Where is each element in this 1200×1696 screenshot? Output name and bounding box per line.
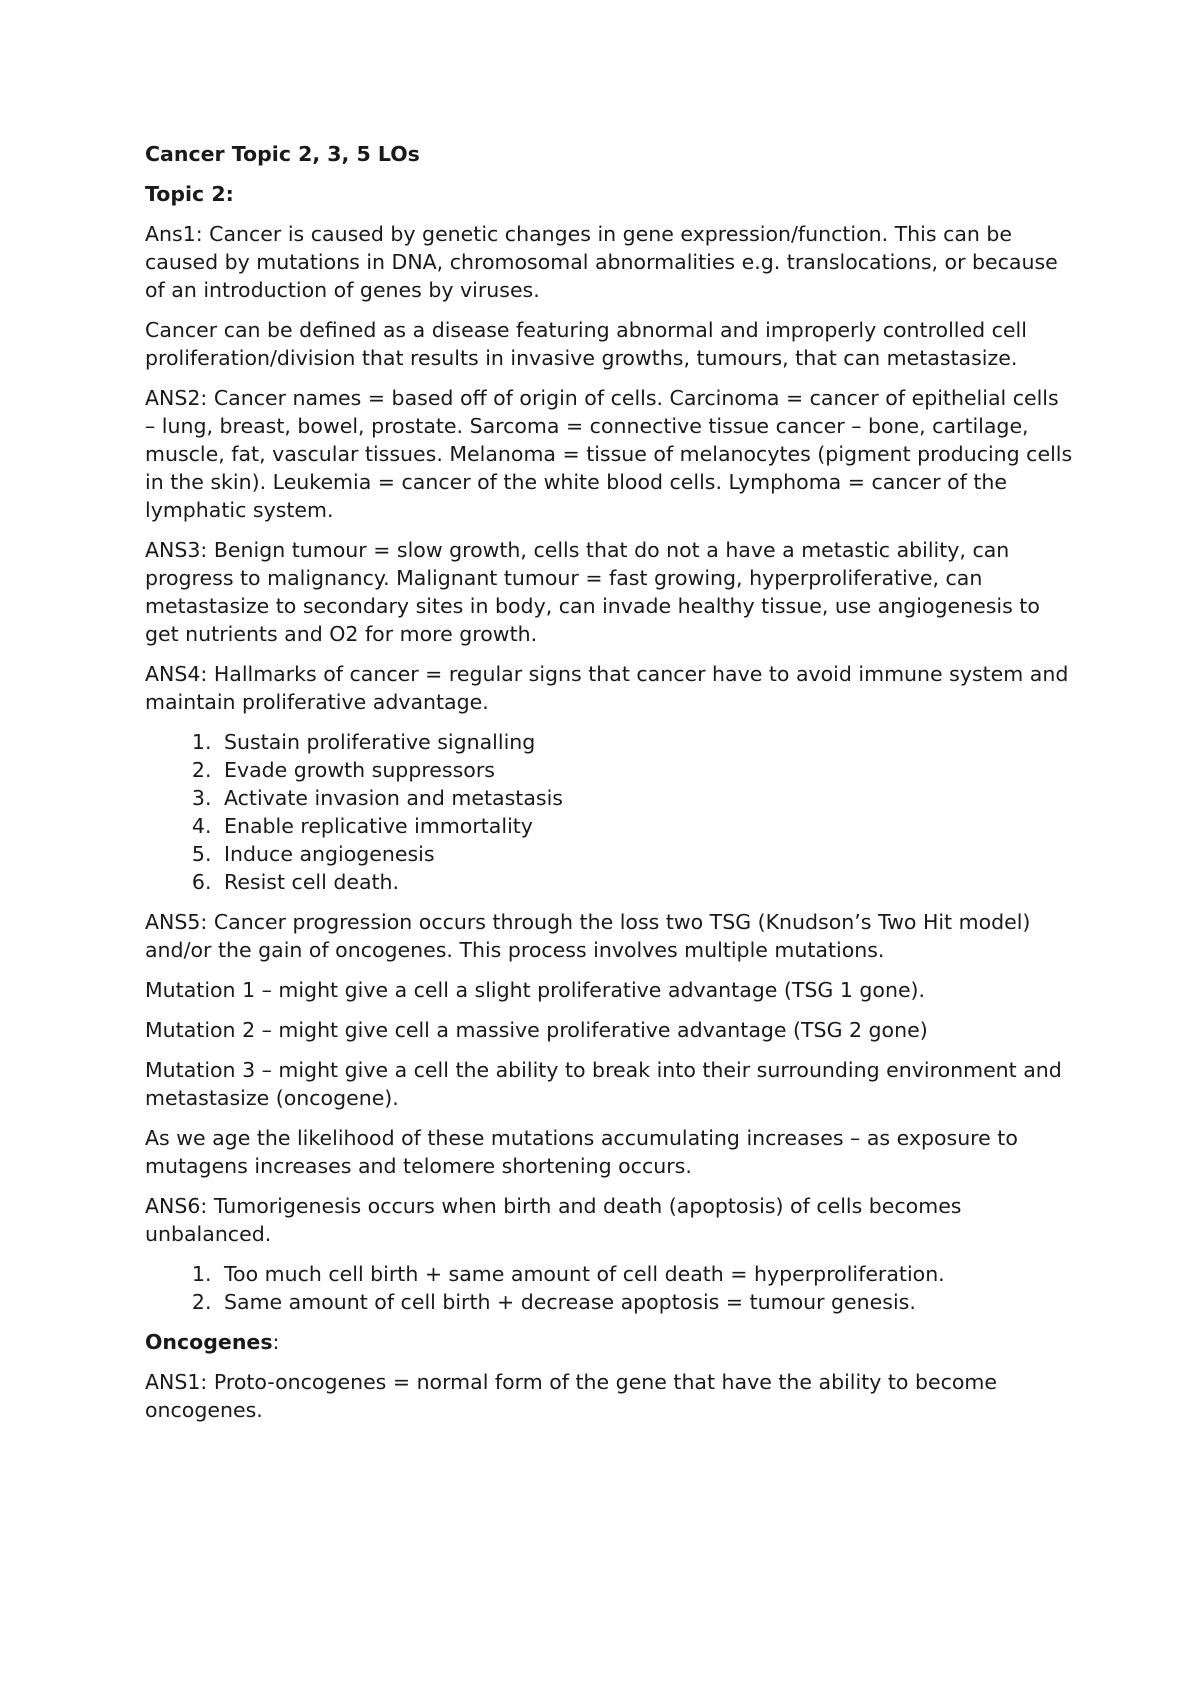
list-item: 1. Too much cell birth + same amount of cell death = hyperproliferation. [218, 1260, 1075, 1288]
oncogenes-ans1-paragraph: ANS1: Proto-oncogenes = normal form of the gene that have the ability to become oncogenes. [145, 1370, 997, 1422]
list-item: 2. Same amount of cell birth + decrease apoptosis = tumour genesis. [218, 1288, 1075, 1316]
ans4-paragraph: ANS4: Hallmarks of cancer = regular signs that cancer have to avoid immune system and maintain proliferative advantage. [145, 662, 1069, 714]
cancer-definition-paragraph: Cancer can be defined as a disease featuring abnormal and improperly controlled cell proliferation/division that results in invasive growths, tumours, that can metastasize. [145, 318, 1027, 370]
document-page [145, 140, 1075, 1436]
ans1-paragraph: Ans1: Cancer is caused by genetic changes in gene expression/function. This can be caused by mutations in DNA, chromosomal abnormalities e.g. translocations, or because of an introduction of genes by viruses. [145, 222, 1058, 302]
mutation-2-paragraph: Mutation 2 – might give cell a massive proliferative advantage (TSG 2 gone) [145, 1018, 928, 1042]
hallmarks-list [145, 728, 1075, 896]
list-item: 1. Sustain proliferative signalling [218, 728, 1075, 756]
list-item: 3. Activate invasion and metastasis [218, 784, 1075, 812]
list-item: 6. Resist cell death. [218, 868, 1075, 896]
list-item: 5. Induce angiogenesis [218, 840, 1075, 868]
mutation-1-paragraph: Mutation 1 – might give a cell a slight proliferative advantage (TSG 1 gone). [145, 978, 926, 1002]
tumorigenesis-list [145, 1260, 1075, 1316]
ans3-paragraph: ANS3: Benign tumour = slow growth, cells that do not a have a metastic ability, can progress to malignancy. Malignant tumour = fast growing, hyperproliferative, can metastasize to secondary sites in body, can invade healthy tissue, use angiogenesis to get nutrients and O2 for more growth. [145, 538, 1040, 646]
mutation-3-paragraph: Mutation 3 – might give a cell the ability to break into their surrounding environment and metastasize (oncogene). [145, 1058, 1062, 1110]
ans2-paragraph: ANS2: Cancer names = based off of origin of cells. Carcinoma = cancer of epithelial cells – lung, breast, bowel, prostate. Sarcoma = connective tissue cancer – bone, cartilage, muscle, fat, vascular tissues. Melanoma = tissue of melanocytes (pigment producing cells in the skin). Leukemia = cancer of the white blood cells. Lymphoma = cancer of the lymphatic system. [145, 386, 1073, 522]
ans5-paragraph: ANS5: Cancer progression occurs through the loss two TSG (Knudson’s Two Hit model) and/or the gain of oncogenes. This process involves multiple mutations. [145, 910, 1031, 962]
oncogenes-heading-text: Oncogenes [145, 1330, 273, 1354]
list-item: 2. Evade growth suppressors [218, 756, 1075, 784]
oncogenes-heading-colon: : [272, 1330, 280, 1354]
document-title: Cancer Topic 2, 3, 5 LOs [145, 142, 420, 166]
ans6-paragraph: ANS6: Tumorigenesis occurs when birth and death (apoptosis) of cells becomes unbalanced. [145, 1194, 962, 1246]
list-item: 4. Enable replicative immortality [218, 812, 1075, 840]
topic-2-heading: Topic 2: [145, 182, 234, 206]
oncogenes-heading [145, 1328, 1075, 1356]
aging-paragraph: As we age the likelihood of these mutations accumulating increases – as exposure to mutagens increases and telomere shortening occurs. [145, 1126, 1018, 1178]
